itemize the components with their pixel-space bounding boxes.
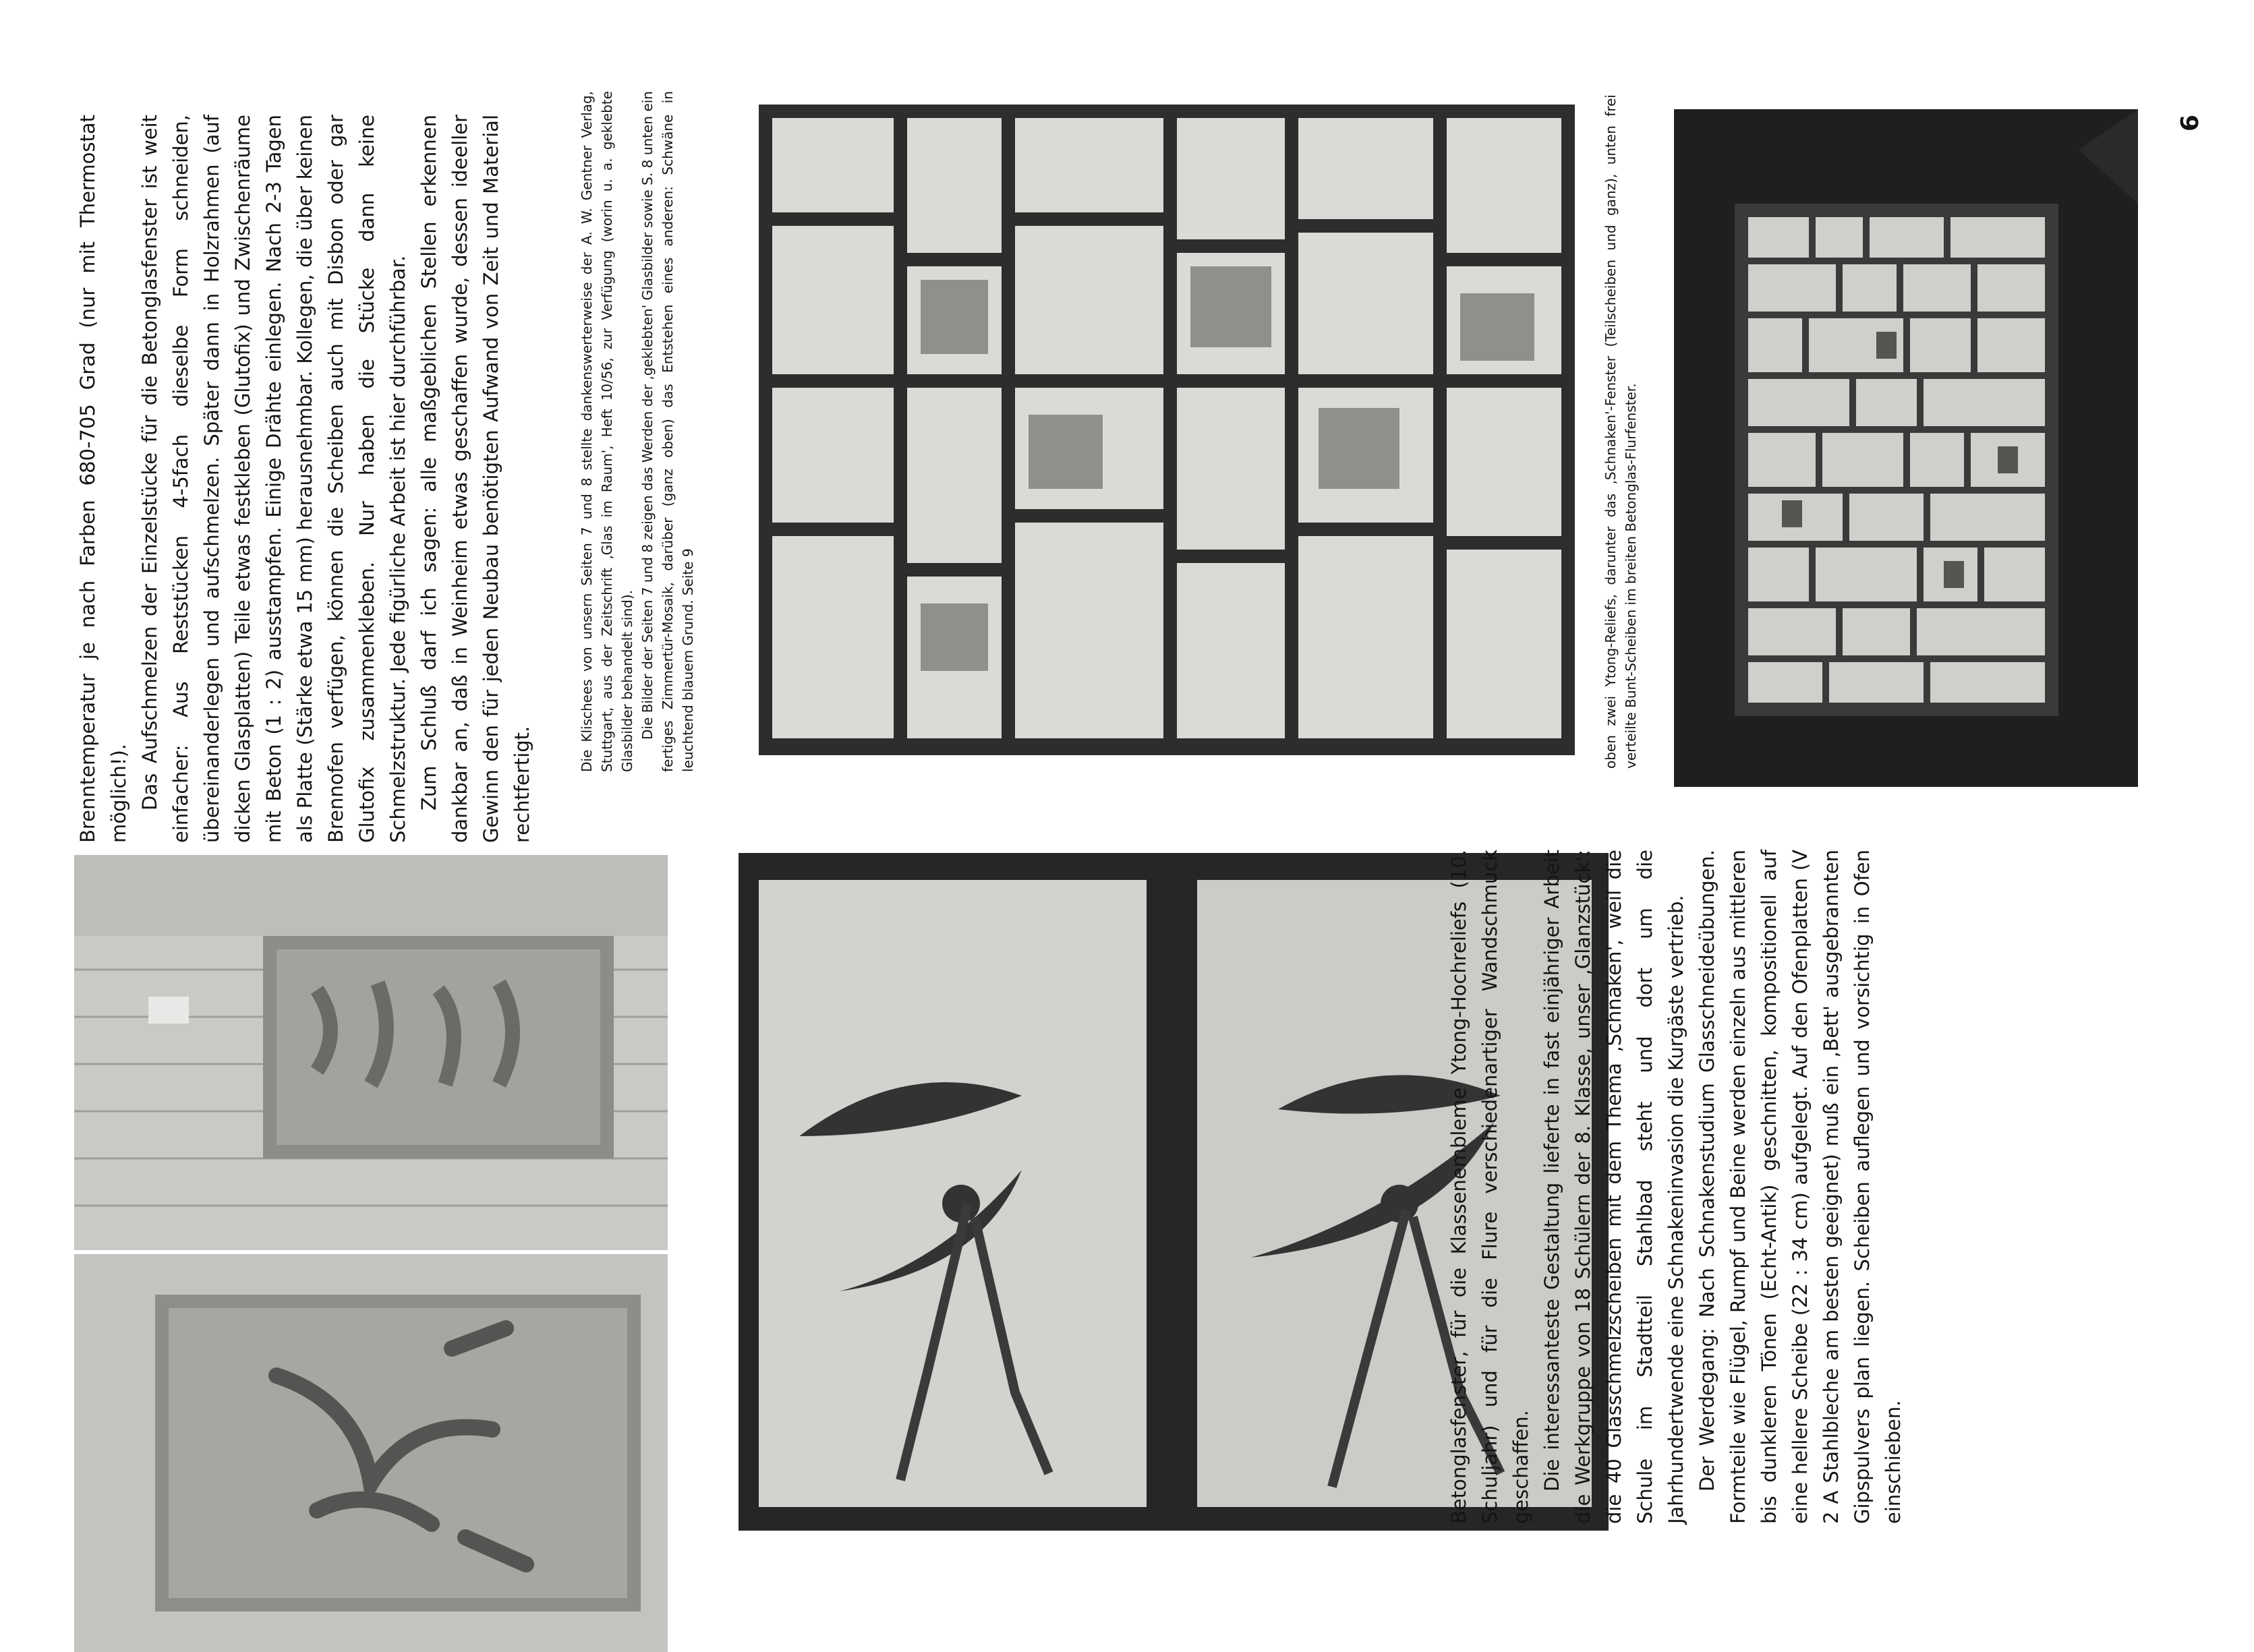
cliche-credits-note bbox=[577, 91, 712, 772]
relief-photo-lower bbox=[74, 1254, 668, 1652]
page-number: 6 bbox=[2176, 114, 2205, 132]
article-column-top-left bbox=[72, 115, 533, 843]
paragraph: Die Bilder der Seiten 7 und 8 zeigen das Werden der ‚geklebten' Glasbilder sowie S. 8 unten ein fertiges Zimmertür-Mosaik, darüber (ganz oben) das Entstehen eines anderen: Schwäne in leuchtend blauem Grund. Seite 9 bbox=[639, 91, 696, 772]
corridor-window-photo bbox=[1674, 109, 2138, 787]
caption-text: oben zwei Ytong-Reliefs, darunter das ‚Schnaken'-Fenster (Teilscheiben und ganz), unten frei verteilte Bunt-Scheiben im breiten Betonglas-Flurfenster. bbox=[1602, 94, 1639, 769]
paragraph: Betonglasfenster, für die Klassenembleme Ytong-Hochreliefs (10. Schuljahr) und für die Flure verschiedenartiger Wandschmuck geschaffen. bbox=[1447, 850, 1532, 1524]
paragraph: Der Werdegang: Nach Schnakenstudium Glasschneideübungen. Formteile wie Flügel, Rumpf und Beine werden einzeln aus mittleren bis dunkleren Tönen (Echt-Antik) geschnitten, kompositionell auf eine hellere Scheibe (22 : 34 cm) aufgelegt. Auf den Ofenplatten (V 2 A Stahlbleche am besten geeignet) muß ein ‚Bett' ausgebrannten Gipspulvers plan liegen. Scheiben auflegen und vorsichtig in Ofen einschieben. bbox=[1696, 850, 1905, 1524]
relief-photo-lower-image bbox=[74, 1254, 668, 1652]
relief-photo-upper-image bbox=[74, 855, 668, 1250]
paragraph: Die Klischees von unsern Seiten 7 und 8 stellte dankenswerterweise der A. W. Gentner Verlag, Stuttgart, aus der Zeitschrift ‚Glas im Raum', Heft 10/56, zur Verfügung (worin u. a. geklebte Glasbilder behandelt sind). bbox=[579, 91, 635, 772]
relief-photo-upper bbox=[74, 855, 668, 1250]
glass-mosaic-image bbox=[759, 105, 1575, 755]
paragraph: Das Aufschmelzen der Einzelstücke für die Betonglasfenster ist weit einfacher: Aus Reststücken 4-5fach dieselbe Form schneiden, übereinanderlegen und aufschmelzen. Später dann in Holzrahmen (auf dicken Glasplatten) Teile etwas festkleben (Glutofix) und Zwischenräume mit Beton (1 : 2) ausstampfen. Einige Drähte einlegen. Nach 2-3 Tagen als Platte (Stärke etwa 15 mm) herausnehmbar. Kollegen, die über keinen Brennofen verfügen, können die Scheiben auch mit Disbon oder gar Glutofix zusammenkleben. Nur haben die Stücke dann keine Schmelzstruktur. Jede figürliche Arbeit ist hier durchführbar. bbox=[138, 115, 409, 843]
paragraph: Brenntemperatur je nach Farben 680-705 Grad (nur mit Thermostat möglich!). bbox=[76, 115, 130, 843]
glass-mosaic-photo bbox=[759, 105, 1575, 755]
paragraph: Zum Schluß darf ich sagen: alle maßgeblichen Stellen erkennen dankbar an, daß in Weinheim etwas geschaffen wurde, dessen ideeller Gewinn den für jeden Neubau benötigten Aufwand von Zeit und Material rechtfertigt. bbox=[417, 115, 533, 843]
paragraph: Die interessanteste Gestaltung lieferte in fast einjähriger Arbeit die Werkgruppe von 18 Schülern der 8. Klasse, unser ‚Glanzstück': die 40 Glasschmelzscheiben mit dem Thema ‚Schnaken', weil die Schule im Stadtteil Stahlbad steht und dort um die Jahrhundertwende eine Schnakeninvasion die Kurgäste vertrieb. bbox=[1540, 850, 1687, 1524]
corridor-window-image bbox=[1674, 109, 2138, 787]
photo-caption bbox=[1600, 94, 1648, 769]
article-column-bottom bbox=[1443, 850, 2091, 1524]
